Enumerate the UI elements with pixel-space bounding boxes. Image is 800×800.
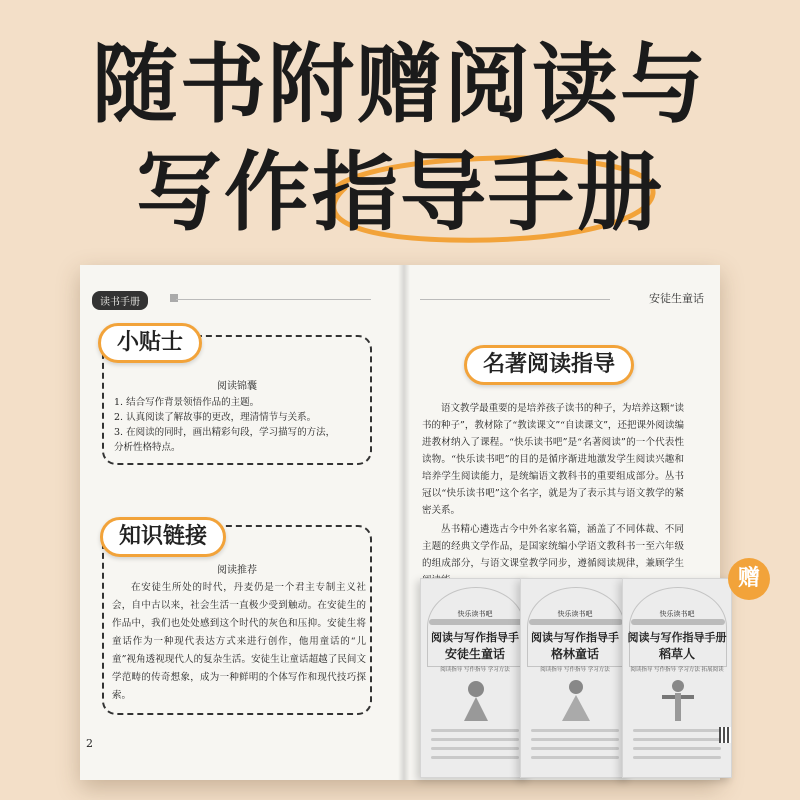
guide-pill: 名著阅读指导 — [464, 345, 634, 385]
headline-line-2: 写作指导手册 — [136, 143, 664, 243]
booklet-band — [631, 619, 725, 625]
booklet-scarecrow — [622, 578, 732, 778]
booklet-band — [429, 619, 523, 625]
booklet-andersen — [420, 578, 530, 778]
scarecrow-figure-icon — [658, 677, 698, 723]
tip-title: 阅读锦囊 — [217, 381, 257, 392]
booklet-title: 阅读与写作指导手 — [431, 631, 519, 644]
booklet-grimm — [520, 578, 630, 778]
booklet-band — [529, 619, 623, 625]
booklet-tags: 阅读指导 写作指导 学习方法 — [540, 667, 610, 673]
left-page-header: 读书手册 — [92, 291, 148, 310]
princess-figure-icon — [556, 677, 596, 723]
knowledge-text: 在安徒生所处的时代，丹麦仍是一个君主专制主义社会，自中古以来，社会生活一直极少受到触动。在安徒生的作品中，我们也处处感到这个时代的灰色和压抑。安徒生将童话作为一种现代表达方式来进行创作，他用童话的“儿童”视角透视现代人的复杂生活。安徒生让童话超越了民间文学范畴的传奇想象，成为一种鲜明的个体写作和现代技巧探索。 — [112, 582, 366, 701]
booklet-tags: 阅读指导 写作指导 学习方法 — [440, 667, 510, 673]
book-gutter — [398, 265, 410, 780]
guide-paragraph: 丛书精心遴选古今中外名家名篇，涵盖了不同体裁、不同主题的经典文学作品，是国家统编小学语文教科书一至六年级的组成部分，与语文课堂教学同步，遵循阅读规律，兼顾学生 — [422, 524, 684, 569]
fairy-tale-figure-icon — [456, 677, 496, 723]
right-page-header: 安徒生童话 — [649, 292, 704, 305]
knowledge-pill: 知识链接 — [100, 517, 226, 557]
tip-list — [114, 395, 364, 455]
booklet-header: 快乐读书吧 — [659, 610, 695, 618]
page-number: 2 — [86, 737, 93, 750]
guide-text — [422, 400, 684, 591]
qr-code-icon — [719, 727, 731, 743]
header-rule — [176, 299, 371, 300]
booklet-title: 阅读与写作指导手册 — [627, 631, 727, 644]
guide-paragraph: 语文教学最重要的是培养孩子读书的种子，为培养这颗“读书的种子”，教材除了“教读课文”“自读课文”，还把课外阅读编进教材纳入了课程。“快乐读书吧”是“名著阅读”的一个代表性读物。“快乐读书吧”的目的是循序渐进地激发学生阅读兴趣和培养学生阅读能力，是统编语文教科书的重要组成部分。丛书冠以“快乐读书吧”这个名字，就是为了表示其与语文教学的紧密关系。 — [422, 403, 684, 516]
booklet-name: 安徒生童话 — [444, 647, 505, 661]
booklet-tags: 阅读指导 写作指导 学习方法 拓展阅读 — [630, 667, 724, 673]
tip-pill: 小贴士 — [98, 323, 202, 363]
headline-line-1: 随书附赠阅读与 — [92, 35, 708, 135]
list-item: 1. 结合写作背景领悟作品的主题。 — [114, 397, 260, 408]
list-item: 2. 认真阅读了解故事的更改，理清情节与关系。 — [114, 412, 317, 423]
booklet-text-lines — [633, 729, 721, 765]
booklet-text-lines — [431, 729, 519, 765]
gift-badge: 赠 — [728, 558, 770, 600]
booklet-text-lines — [531, 729, 619, 765]
knowledge-title: 阅读推荐 — [217, 565, 257, 576]
booklet-header: 快乐读书吧 — [457, 610, 493, 618]
booklet-title: 阅读与写作指导手 — [531, 631, 619, 644]
list-item: 3. 在阅读的同时，画出精彩句段，学习描写的方法， — [114, 427, 336, 438]
booklet-header: 快乐读书吧 — [557, 610, 593, 618]
booklet-name: 格林童话 — [550, 647, 599, 661]
list-item: 分析性格特点。 — [114, 442, 181, 453]
booklet-name: 稻草人 — [658, 647, 695, 661]
header-rule — [420, 299, 610, 300]
